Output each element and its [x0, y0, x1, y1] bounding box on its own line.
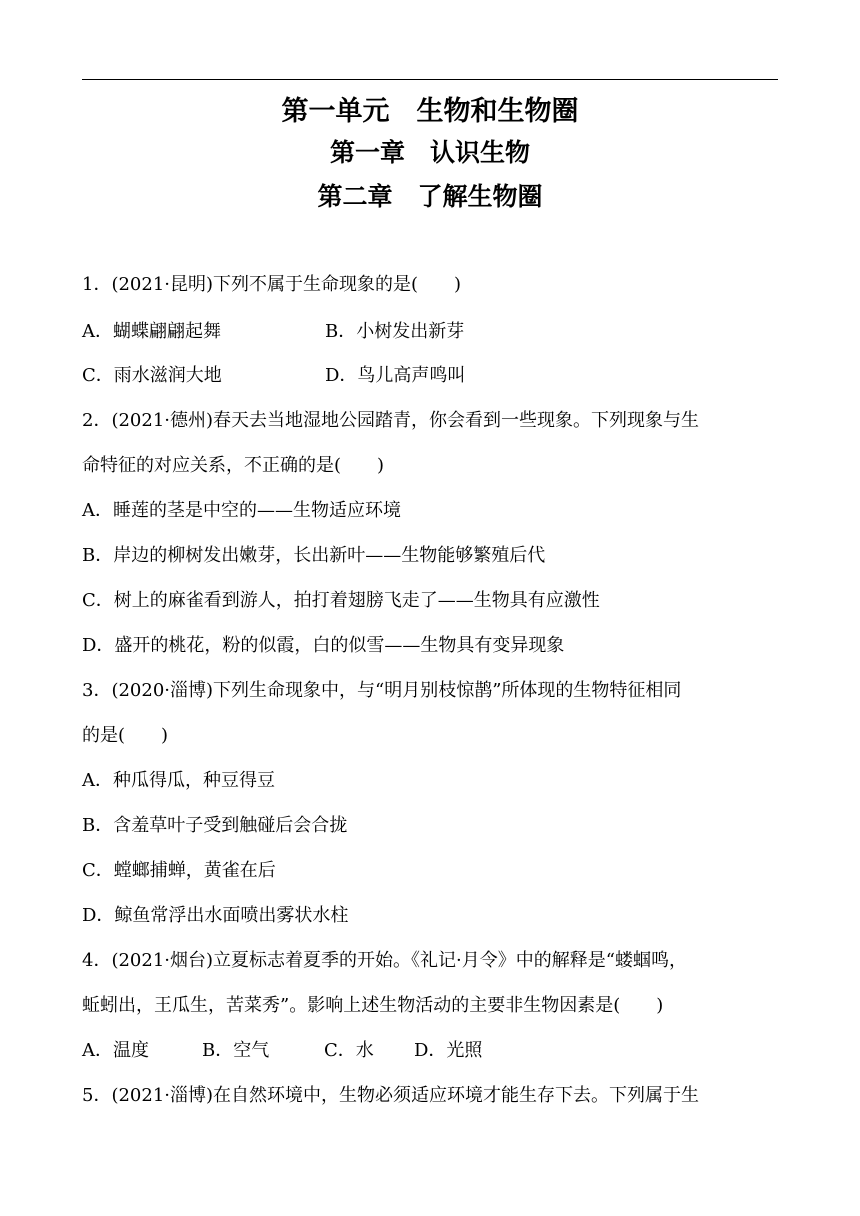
- question-3-option-c: C．螳螂捕蝉，黄雀在后: [82, 860, 276, 881]
- question-1-option-d: D．鸟儿高声鸣叫: [325, 365, 466, 386]
- question-2-option-b: B．岸边的柳树发出嫩芽，长出新叶——生物能够繁殖后代: [82, 545, 546, 566]
- chapter-title-1: 第一章 认识生物: [329, 138, 530, 167]
- question-1-option-b: B．小树发出新芽: [325, 321, 465, 342]
- question-2-stem-line-2: 命特征的对应关系，不正确的是( ): [82, 455, 385, 476]
- question-4-option-d: D．光照: [414, 1040, 483, 1061]
- question-2-option-a: A．睡莲的茎是中空的——生物适应环境: [82, 500, 401, 521]
- header-rule: [82, 79, 778, 80]
- question-4-stem-line-2: 蚯蚓出，王瓜生，苦菜秀”。影响上述生物活动的主要非生物因素是( ): [82, 995, 664, 1016]
- question-3-option-b: B．含羞草叶子受到触碰后会合拢: [82, 815, 348, 836]
- question-3-stem-line-2: 的是( ): [82, 725, 169, 746]
- question-4-option-b: B．空气: [202, 1040, 270, 1061]
- question-2-stem-line-1: 2．(2021·德州)春天去当地湿地公园踏青，你会看到一些现象。下列现象与生: [82, 410, 700, 431]
- question-4-stem-line-1: 4．(2021·烟台)立夏标志着夏季的开始。《礼记·月令》中的解释是“蝼蝈鸣，: [82, 950, 687, 971]
- question-4-option-c: C．水: [324, 1040, 374, 1061]
- question-1-option-c: C．雨水滋润大地: [82, 365, 222, 386]
- question-3-option-a: A．种瓜得瓜，种豆得豆: [82, 770, 275, 791]
- unit-title: 第一单元 生物和生物圈: [281, 96, 579, 127]
- question-1-stem: 1．(2021·昆明)下列不属于生命现象的是( ): [82, 274, 462, 295]
- question-5-stem-line-1: 5．(2021·淄博)在自然环境中，生物必须适应环境才能生存下去。下列属于生: [82, 1085, 700, 1106]
- question-2-option-c: C．树上的麻雀看到游人，拍打着翅膀飞走了——生物具有应激性: [82, 590, 600, 611]
- question-3-stem-line-1: 3．(2020·淄博)下列生命现象中，与“明月别枝惊鹊”所体现的生物特征相同: [82, 680, 682, 701]
- question-1-option-a: A．蝴蝶翩翩起舞: [82, 321, 221, 342]
- chapter-title-2: 第二章 了解生物圈: [317, 182, 543, 211]
- question-4-option-a: A．温度: [82, 1040, 149, 1061]
- question-3-option-d: D．鲸鱼常浮出水面喷出雾状水柱: [82, 905, 349, 926]
- question-2-option-d: D．盛开的桃花，粉的似霞，白的似雪——生物具有变异现象: [82, 635, 565, 656]
